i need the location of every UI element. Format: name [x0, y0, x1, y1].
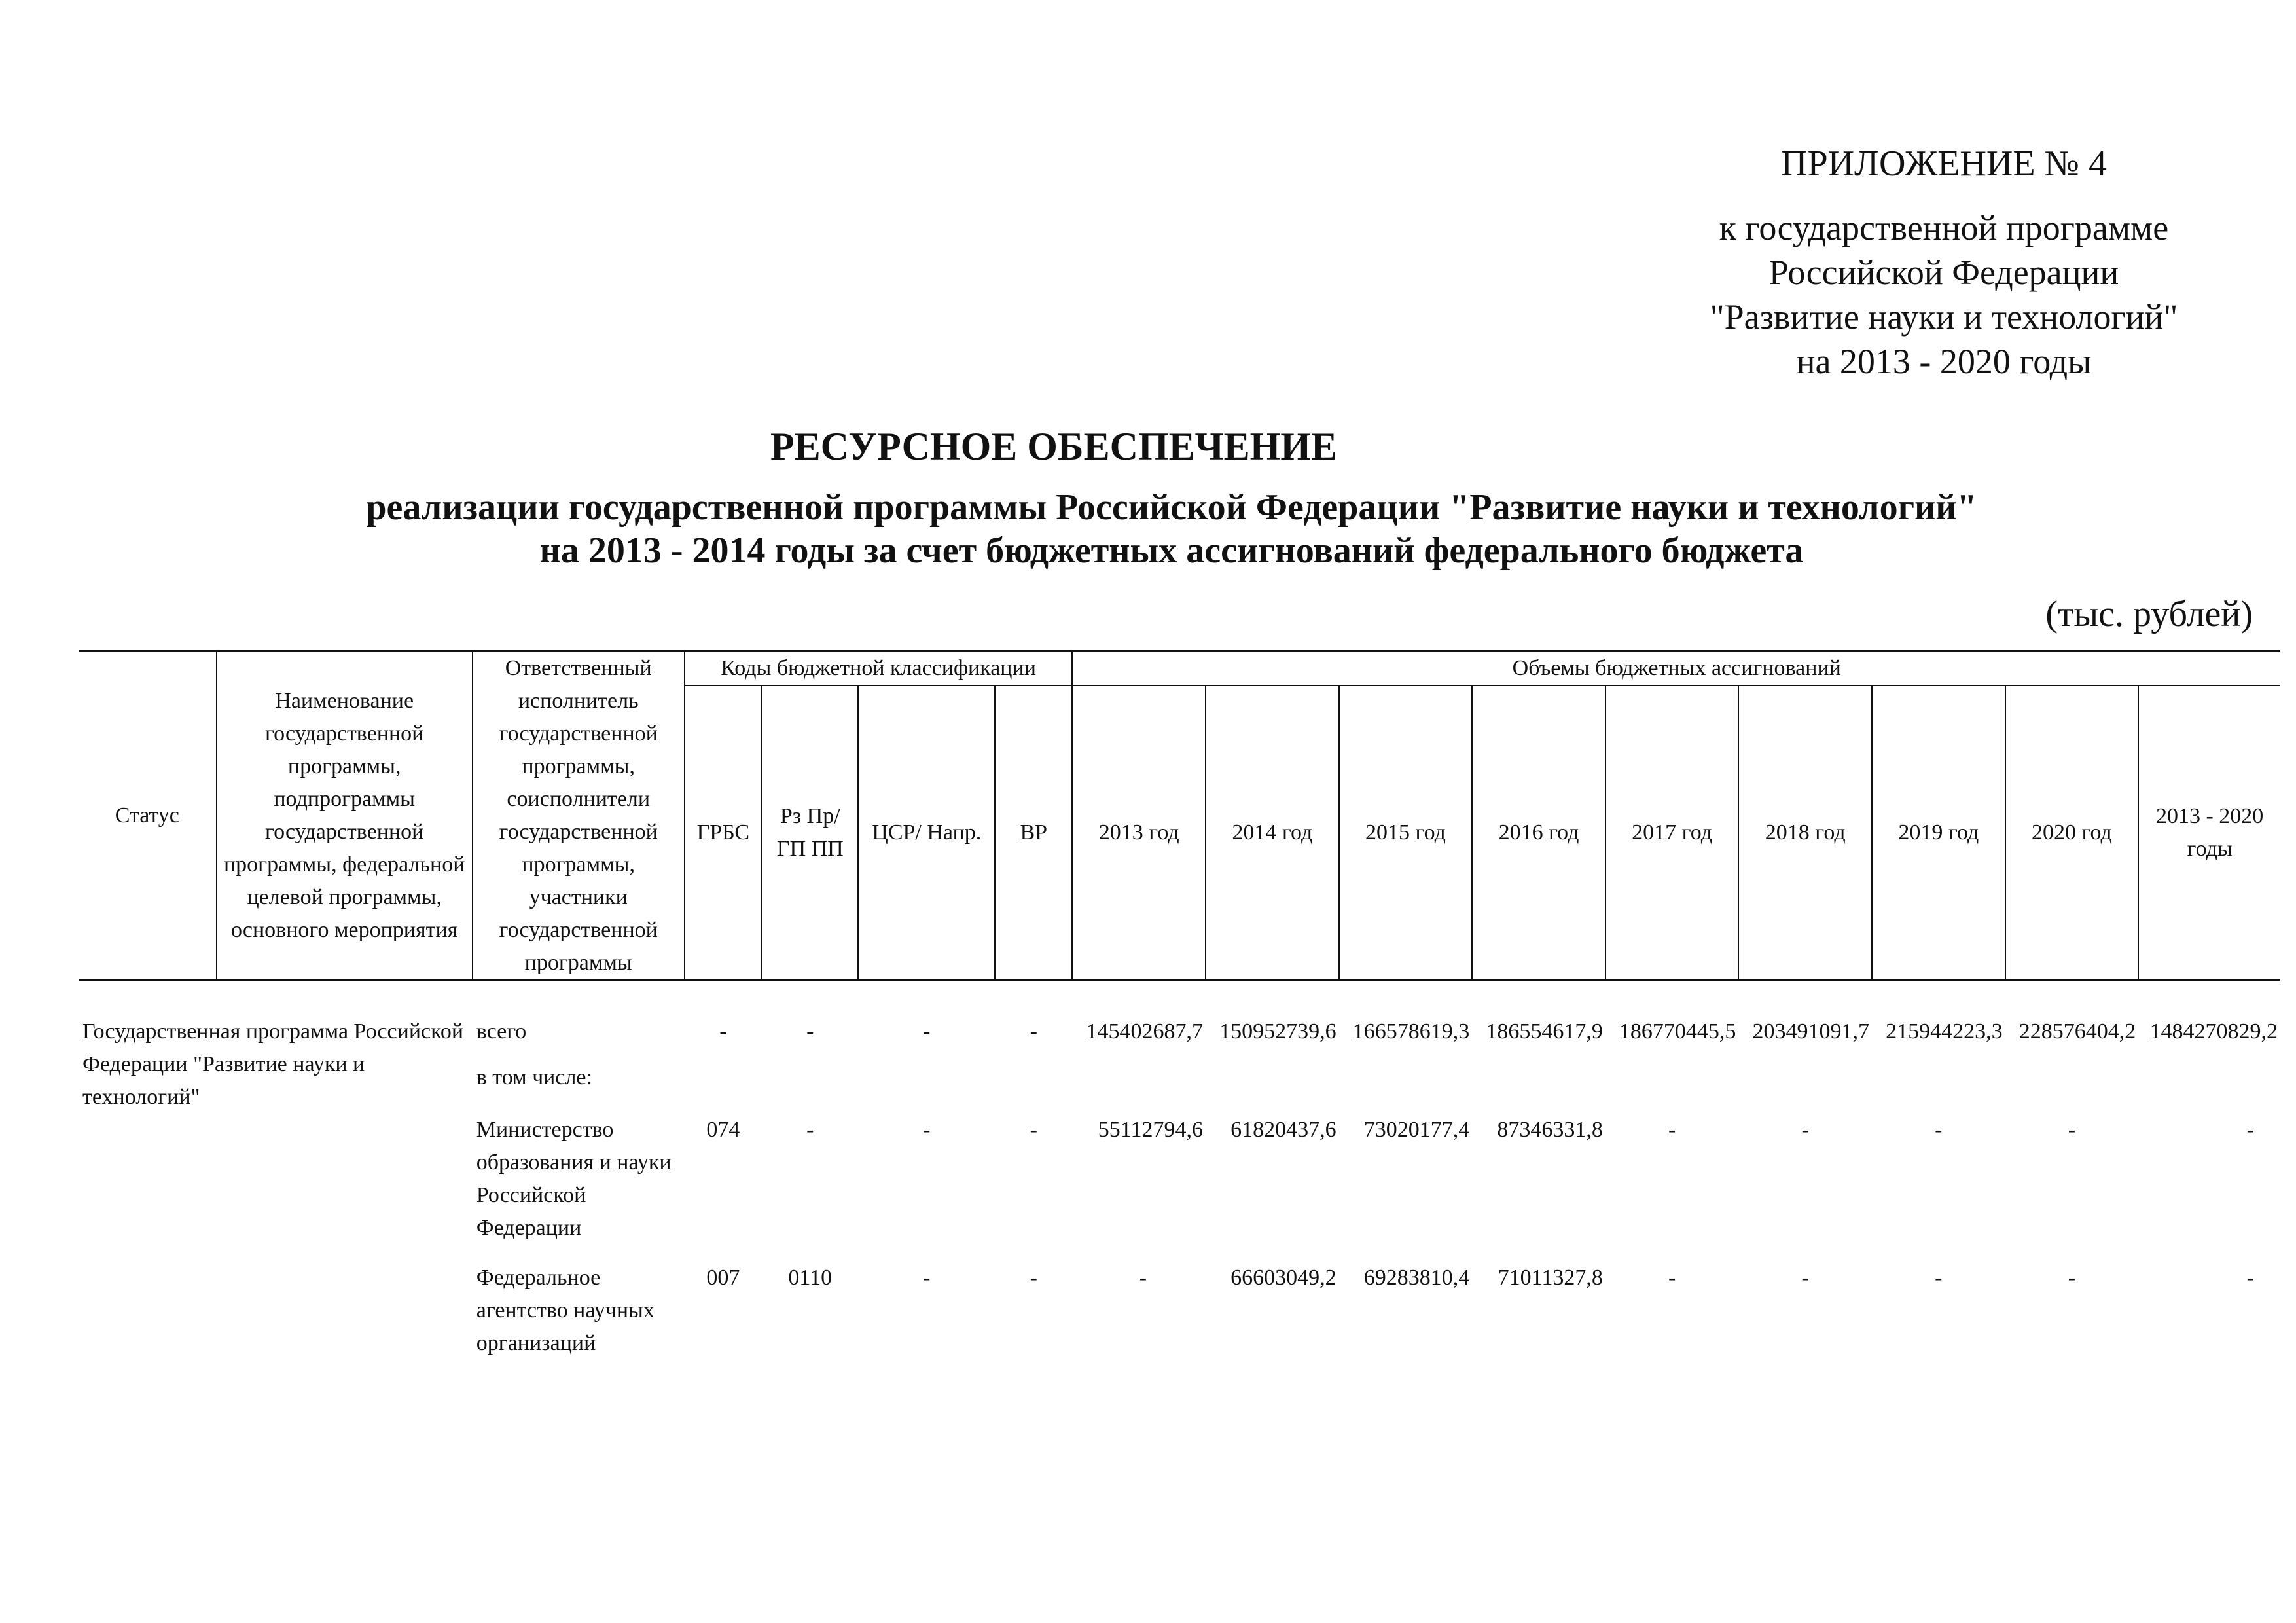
table-row-ministry	[79, 1114, 2280, 1262]
table-row-total	[79, 1015, 2280, 1053]
header-2013: 2013 год	[1072, 685, 1206, 981]
row-vr: -	[1030, 1118, 1037, 1142]
row-total: -	[2246, 1118, 2254, 1142]
row-v2013: 145402687,7	[1086, 1019, 1204, 1044]
row-v2019: -	[1935, 1266, 1943, 1290]
header-2014: 2014 год	[1206, 685, 1339, 981]
row-v2015: 166578619,3	[1352, 1019, 1470, 1044]
row-grbs: -	[719, 1019, 727, 1044]
header-vr: ВР	[995, 685, 1072, 981]
row-total: -	[2246, 1266, 2254, 1290]
row-v2016: 186554617,9	[1486, 1019, 1603, 1044]
row-v2017: -	[1668, 1118, 1676, 1142]
row-v2014: 150952739,6	[1219, 1019, 1336, 1044]
row-v2019: 215944223,3	[1886, 1019, 2003, 1044]
appendix-line-1: к государственной программе	[1719, 208, 2169, 247]
row-v2013: 55112794,6	[1098, 1118, 1204, 1142]
row-v2017: 186770445,5	[1619, 1019, 1736, 1044]
appendix-line-4: на 2013 - 2020 годы	[1796, 342, 2092, 381]
row-v2016: 71011327,8	[1498, 1266, 1603, 1290]
row-rzpr: -	[806, 1019, 814, 1044]
row-v2018: 203491091,7	[1752, 1019, 1870, 1044]
row-rzpr: 0110	[788, 1266, 833, 1290]
row-executor: всего	[476, 1019, 527, 1044]
row-status: Государственная программа Российской Федерации "Развитие науки и технологий"	[82, 1019, 464, 1109]
subtitle-line-1: реализации государственной программы Российской Федерации "Развитие науки и технологий"	[366, 487, 1977, 528]
appendix-number: ПРИЛОЖЕНИЕ № 4	[1781, 143, 2107, 184]
row-v2020: -	[2068, 1266, 2076, 1290]
row-grbs: 007	[706, 1266, 740, 1290]
appendix-line-2: Российской Федерации	[1768, 253, 2119, 292]
row-v2020: -	[2068, 1118, 2076, 1142]
header-2020: 2020 год	[2005, 685, 2139, 981]
table-row-agency	[79, 1262, 2280, 1360]
header-2019: 2019 год	[1872, 685, 2005, 981]
row-total: 1484270829,2	[2149, 1019, 2278, 1044]
header-2016: 2016 год	[1472, 685, 1605, 981]
row-v2016: 87346331,8	[1497, 1118, 1603, 1142]
row-v2014: 66603049,2	[1230, 1266, 1336, 1290]
header-2018: 2018 год	[1738, 685, 1872, 981]
header-executor: Ответственный исполнитель государственной программы, соисполнители государственной программы, участники государственной программы	[473, 651, 685, 981]
appendix-block	[1636, 137, 2251, 384]
header-grbs: ГРБС	[685, 685, 762, 981]
row-executor: в том числе:	[476, 1065, 592, 1089]
resource-table	[79, 650, 2280, 1360]
row-executor: Министерство образования и науки Российской Федерации	[476, 1118, 672, 1240]
header-status: Статус	[79, 651, 217, 981]
header-2017: 2017 год	[1605, 685, 1739, 981]
row-v2014: 61820437,6	[1230, 1118, 1336, 1142]
row-v2018: -	[1801, 1266, 1809, 1290]
row-rzpr: -	[806, 1118, 814, 1142]
row-csr: -	[923, 1266, 931, 1290]
document-title: РЕСУРСНОЕ ОБЕСПЕЧЕНИЕ	[770, 425, 1338, 468]
row-v2015: 69283810,4	[1363, 1266, 1470, 1290]
document-subtitle	[0, 486, 2296, 572]
header-total: 2013 - 2020 годы	[2138, 685, 2280, 981]
row-executor: Федеральное агентство научных организаций	[476, 1266, 655, 1355]
row-v2019: -	[1935, 1118, 1943, 1142]
row-v2020: 228576404,2	[2018, 1019, 2136, 1044]
row-vr: -	[1030, 1019, 1037, 1044]
appendix-line-3: "Развитие науки и технологий"	[1710, 297, 2178, 337]
row-vr: -	[1030, 1266, 1037, 1290]
row-csr: -	[923, 1118, 931, 1142]
header-2015: 2015 год	[1339, 685, 1473, 981]
header-volumes-group: Объемы бюджетных ассигнований	[1072, 651, 2280, 686]
row-v2015: 73020177,4	[1363, 1118, 1470, 1142]
row-csr: -	[923, 1019, 931, 1044]
subtitle-line-2: на 2013 - 2014 годы за счет бюджетных ассигнований федерального бюджета	[539, 530, 1804, 571]
row-v2017: -	[1668, 1266, 1676, 1290]
header-name: Наименование государственной программы, подпрограммы государственной программы, федеральной целевой программы, основного мероприятия	[217, 651, 473, 981]
row-v2018: -	[1801, 1118, 1809, 1142]
header-csr: ЦСР/ Напр.	[858, 685, 995, 981]
header-codes-group: Коды бюджетной классификации	[685, 651, 1073, 686]
units-label: (тыс. рублей)	[2045, 594, 2253, 634]
row-grbs: 074	[706, 1118, 740, 1142]
row-v2013: -	[1139, 1266, 1147, 1290]
header-rzpr: Рз Пр/ ГП ПП	[762, 685, 858, 981]
